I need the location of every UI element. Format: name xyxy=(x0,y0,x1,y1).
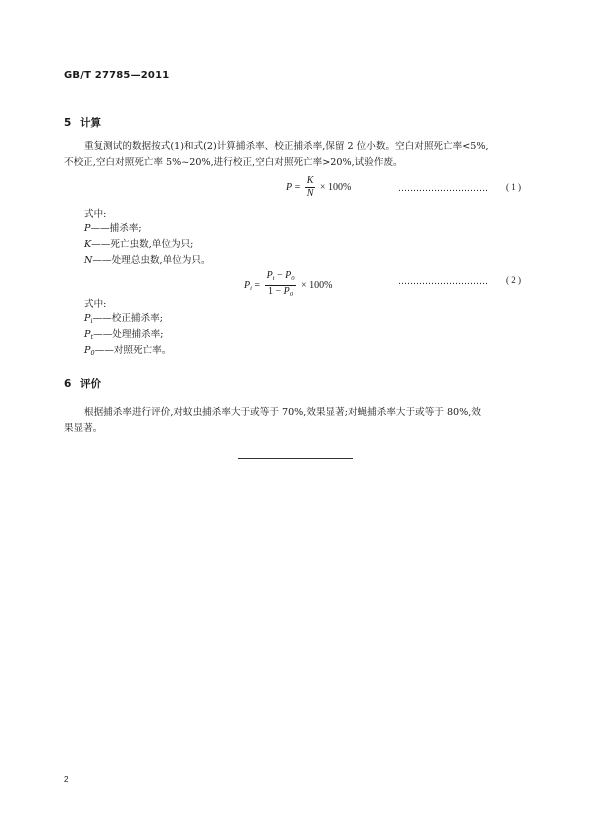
formula-1-lhs: P xyxy=(286,181,293,193)
section-6-title: 评价 xyxy=(80,378,101,390)
formula-2-num-op: − xyxy=(274,270,286,281)
section-5-heading xyxy=(64,115,101,130)
where-label-1: 式中: xyxy=(84,209,107,220)
formula-2-fraction xyxy=(265,270,297,301)
formula-2-equals: = xyxy=(254,279,261,291)
definition-pt-symbol: P xyxy=(84,329,91,340)
formula-2-den-a: 1 − xyxy=(268,286,284,297)
formula-1-leader: ………………………… xyxy=(398,184,488,194)
section-6-number: 6 xyxy=(64,378,72,390)
formula-2-label: ( 2 ) xyxy=(506,275,521,285)
where-label-2: 式中: xyxy=(84,299,107,310)
formula-2-lhs-sub: i xyxy=(250,284,252,292)
section-5-para-line-1: 重复测试的数据按式(1)和式(2)计算捕杀率、校正捕杀率,保留 2 位小数。空白对照死亡率<5%, xyxy=(84,141,489,152)
formula-2-numerator xyxy=(265,270,297,286)
formula-2-num-b-sub: 0 xyxy=(291,275,295,282)
definition-p xyxy=(84,221,142,237)
end-rule xyxy=(238,458,353,459)
formula-2-num-a-sub: t xyxy=(272,275,275,282)
definition-p0-text: ——对照死亡率。 xyxy=(94,345,172,356)
standard-number: GB/T 27785—2011 xyxy=(64,70,170,81)
section-6-para-line-2: 果显著。 xyxy=(64,423,103,434)
definition-pi-sub: i xyxy=(90,317,93,325)
definition-p0-sub: 0 xyxy=(90,349,95,357)
definition-k-text: ——死亡虫数,单位为只; xyxy=(91,239,194,250)
definition-p0 xyxy=(84,343,171,361)
definition-k-symbol: K xyxy=(84,239,92,250)
formula-2-den-b-sub: 0 xyxy=(289,291,294,298)
formula-2-multiplier: × 100% xyxy=(300,279,333,291)
definition-pi-text: ——校正捕杀率; xyxy=(92,313,163,324)
formula-2-num-a: P xyxy=(266,270,273,281)
formula-1-label: ( 1 ) xyxy=(506,182,521,192)
section-5-number: 5 xyxy=(64,117,72,129)
formula-1-numerator: K xyxy=(306,175,314,186)
definition-p0-symbol: P xyxy=(84,345,91,356)
definition-pt-sub: t xyxy=(90,333,94,341)
formula-2-den-b: P xyxy=(283,286,290,297)
page-number: 2 xyxy=(64,775,69,784)
definition-n-symbol: N xyxy=(84,255,93,266)
definition-n xyxy=(84,253,211,269)
formula-1-fraction xyxy=(305,175,316,200)
definition-k xyxy=(84,237,193,253)
definition-pt-text: ——处理捕杀率; xyxy=(93,329,164,340)
formula-1-equals: = xyxy=(294,181,301,193)
definition-n-text: ——处理总虫数,单位为只。 xyxy=(92,255,211,266)
section-5-para-line-2: 不校正,空白对照死亡率 5%~20%,进行校正,空白对照死亡率>20%,试验作废。 xyxy=(64,157,403,168)
definition-pi-symbol: P xyxy=(84,313,91,324)
section-6-heading xyxy=(64,376,101,391)
definition-p-text: ——捕杀率; xyxy=(90,223,142,234)
formula-1-denominator: N xyxy=(306,188,314,199)
formula-2-lhs: P xyxy=(244,279,251,291)
formula-2-num-b: P xyxy=(285,270,292,281)
formula-2-leader: ………………………… xyxy=(398,277,488,287)
formula-2 xyxy=(244,270,332,301)
definition-p-symbol: P xyxy=(84,223,91,234)
formula-2-denominator xyxy=(265,286,297,301)
formula-1-multiplier: × 100% xyxy=(319,181,352,193)
formula-1 xyxy=(286,175,351,200)
section-5-title: 计算 xyxy=(80,117,101,129)
section-6-para-line-1: 根据捕杀率进行评价,对蚊虫捕杀率大于或等于 70%,效果显著;对蝇捕杀率大于或等于 80%,效 xyxy=(84,407,481,418)
